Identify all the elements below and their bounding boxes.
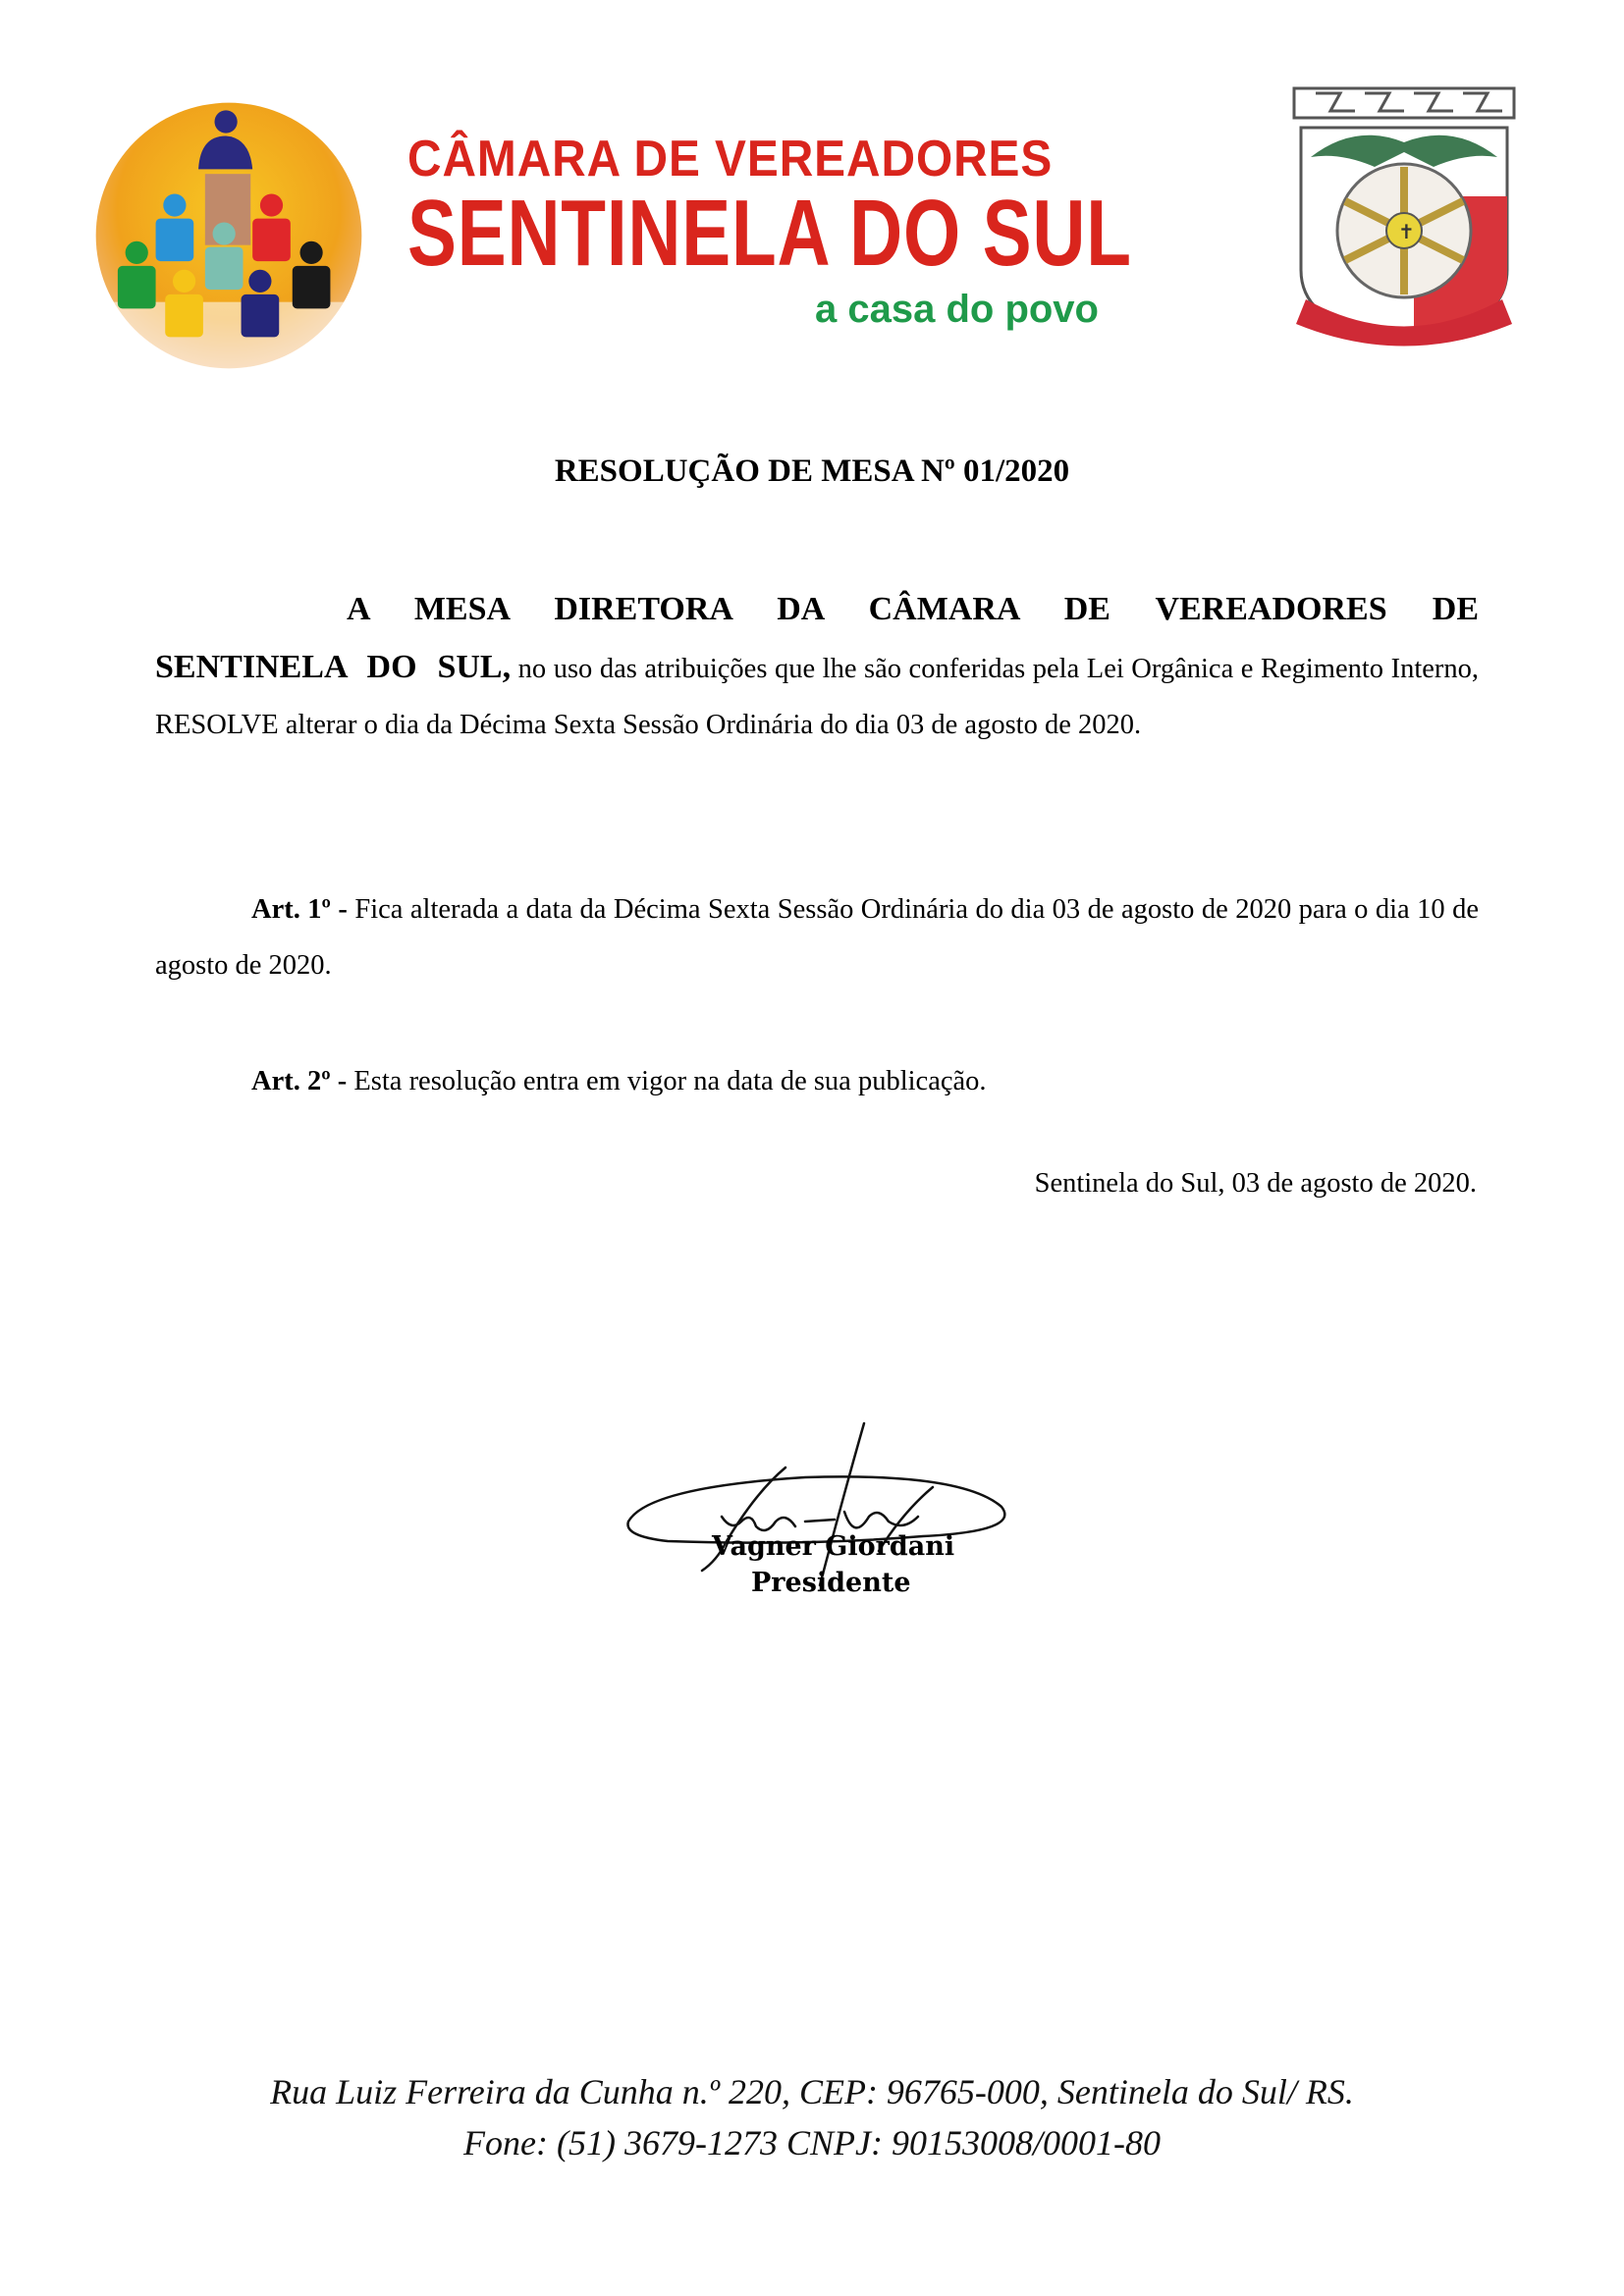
preamble-lead: A MESA DIRETORA DA CÂMARA DE VEREADORES DE SENTINELA DO SUL, — [155, 591, 1479, 685]
signatory-role: Presidente — [751, 1568, 911, 1598]
article-2-text: Esta resolução entra em vigor na data de sua publicação. — [347, 1066, 987, 1096]
preamble-text: no uso das atribuições que lhe são conferidas pela Lei Orgânica e Regimento Interno, RESOLVE alterar o dia da Décima Sexta Sessão Ordinária do dia 03 de agosto de 2020. — [155, 654, 1479, 740]
header-tagline: a casa do povo — [815, 288, 1099, 331]
footer-address: Rua Luiz Ferreira da Cunha n.º 220, CEP: 96765-000, Sentinela do Sul/ RS. — [270, 2072, 1354, 2111]
article-2 — [155, 1053, 1479, 1109]
header-title-camara: CÂMARA DE VEREADORES — [407, 131, 1054, 187]
municipal-crest-icon — [1286, 83, 1522, 353]
article-2-label: Art. 2º - — [251, 1066, 348, 1096]
camara-logo-icon — [86, 93, 371, 378]
article-1-text: Fica alterada a data da Décima Sexta Sessão Ordinária do dia 03 de agosto de 2020 para o dia 10 de agosto de 2020. — [155, 894, 1480, 981]
document-title: RESOLUÇÃO DE MESA Nº 01/2020 — [554, 454, 1070, 489]
article-1 — [155, 881, 1479, 993]
header-title-sentinela: SENTINELA DO SUL — [407, 181, 1132, 286]
svg-text:✝: ✝ — [1398, 220, 1415, 243]
preamble-paragraph — [155, 581, 1479, 753]
place-date: Sentinela do Sul, 03 de agosto de 2020. — [1034, 1168, 1477, 1199]
footer-contact: Fone: (51) 3679-1273 CNPJ: 90153008/0001-80 — [463, 2123, 1161, 2163]
signatory-name: Vagner Giordani — [712, 1531, 955, 1562]
article-1-label: Art. 1º - — [251, 894, 348, 925]
